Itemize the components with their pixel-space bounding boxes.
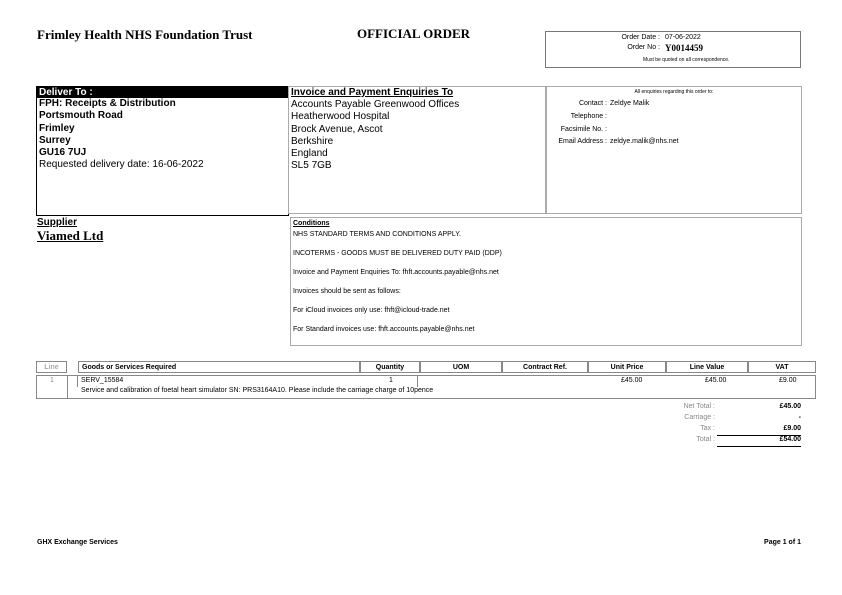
order-no-row — [546, 43, 800, 54]
requested-delivery-date: Requested delivery date: 16-06-2022 — [39, 159, 204, 171]
deliver-line: Portsmouth Road — [39, 110, 123, 122]
invoice-address-line: Brock Avenue, Ascot — [291, 123, 383, 135]
invoice-address-line: Accounts Payable Greenwood Offices — [291, 99, 460, 110]
order-lines-table — [36, 361, 816, 401]
invoice-address-line: Berkshire — [291, 135, 334, 147]
invoice-address-line: Heatherwood Hospital — [291, 111, 390, 123]
conditions-panel — [290, 217, 802, 346]
conditions-heading: Conditions — [293, 220, 330, 227]
tax-value: £9.00 — [783, 425, 801, 432]
telephone-label: Telephone : — [570, 113, 607, 120]
enquiries-contact-panel — [546, 86, 802, 214]
contact-label: Contact : — [578, 100, 607, 107]
net-total-value: £45.00 — [779, 403, 801, 410]
table-row — [36, 375, 816, 399]
header-line: Line — [36, 361, 67, 373]
supplier-label: Supplier — [37, 217, 78, 228]
email-label: Email Address : — [558, 138, 607, 145]
order-date-row — [546, 34, 800, 43]
invoice-address-line: SL5 7GB — [291, 160, 332, 172]
carriage-value: - — [798, 414, 801, 421]
fax-label: Facsimile No. : — [560, 126, 607, 133]
document-title: OFFICIAL ORDER — [357, 26, 471, 41]
footer-left: GHX Exchange Services — [37, 539, 118, 546]
organisation-name: Frimley Health NHS Foundation Trust — [37, 27, 253, 42]
deliver-line: Frimley — [39, 122, 75, 134]
deliver-line: GU16 7UJ — [39, 147, 87, 159]
grand-total-value: £54.00 — [779, 436, 801, 443]
deliver-line: Surrey — [39, 134, 71, 146]
header-uom: UOM — [420, 361, 502, 373]
order-no-label: Order No : — [627, 44, 660, 51]
header-line-value: Line Value — [666, 361, 748, 373]
invoice-enquiries-panel — [288, 86, 546, 214]
condition-line: INCOTERMS - GOODS MUST BE DELIVERED DUTY PAID (DDP) — [293, 250, 502, 257]
order-date-value: 07-06-2022 — [665, 34, 701, 41]
page-number: Page 1 of 1 — [764, 539, 801, 546]
header-vat: VAT — [748, 361, 816, 373]
deliver-to-panel — [36, 86, 289, 216]
supplier-name: Viamed Ltd — [37, 228, 104, 243]
row-unit-price: £45.00 — [621, 377, 643, 384]
row-quantity: 1 — [389, 377, 393, 384]
condition-line: NHS STANDARD TERMS AND CONDITIONS APPLY. — [293, 231, 461, 238]
grand-total-label: Total : — [696, 436, 715, 443]
condition-line: Invoice and Payment Enquiries To: fhft.accounts.payable@nhs.net — [293, 269, 499, 276]
header-goods: Goods or Services Required — [78, 361, 360, 373]
enquiries-note: All enquiries regarding this order to: — [634, 89, 714, 95]
condition-line: For Standard invoices use: fhft.accounts.payable@nhs.net — [293, 326, 475, 333]
order-no-value: Y0014459 — [665, 43, 703, 53]
row-line-value: £45.00 — [705, 377, 727, 384]
order-info-box — [545, 31, 801, 68]
header-unit-price: Unit Price — [588, 361, 666, 373]
row-description: Service and calibration of foetal heart simulator SN: PRS3164A10. Please include the carriage charge of 10pence — [81, 387, 434, 394]
email-value: zeldye.malik@nhs.net — [610, 138, 679, 145]
tax-label: Tax : — [700, 425, 715, 432]
row-item-code: SERV_15584 — [81, 377, 124, 384]
row-vat: £9.00 — [779, 377, 797, 384]
table-header — [36, 361, 816, 373]
carriage-label: Carriage : — [684, 414, 715, 421]
invoice-address-line: England — [291, 148, 328, 160]
condition-line: Invoices should be sent as follows: — [293, 288, 401, 295]
total-underline — [717, 446, 801, 447]
deliver-line: FPH: Receipts & Distribution — [39, 98, 176, 109]
net-total-label: Net Total : — [683, 403, 715, 410]
row-line-number: 1 — [50, 377, 54, 384]
condition-line: For iCloud invoices only use: fhft@icloud-trade.net — [293, 307, 450, 314]
header-contract: Contract Ref. — [502, 361, 588, 373]
correspondence-note: Must be quoted on all correspondence. — [643, 57, 730, 63]
invoice-enquiries-heading: Invoice and Payment Enquiries To — [291, 87, 454, 98]
contact-value: Zeldye Malik — [610, 100, 650, 107]
deliver-to-heading: Deliver To : — [37, 87, 288, 98]
header-quantity: Quantity — [360, 361, 420, 373]
order-date-label: Order Date : — [621, 34, 660, 41]
